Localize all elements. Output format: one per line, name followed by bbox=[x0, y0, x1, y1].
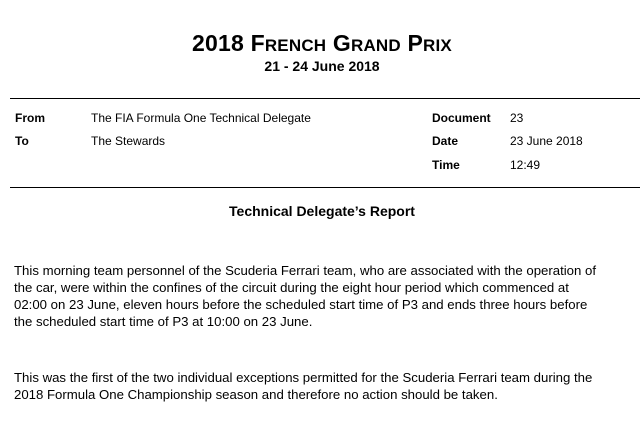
bottom-divider bbox=[10, 187, 640, 188]
paragraph-line: 2018 Formula One Championship season and therefore no action should be taken. bbox=[14, 387, 498, 402]
paragraph-line: This morning team personnel of the Scuderia Ferrari team, who are associated with the operation of bbox=[14, 263, 597, 278]
title-word-initial: G bbox=[332, 30, 351, 56]
from-value: The FIA Formula One Technical Delegate bbox=[91, 111, 311, 125]
document-label: Document bbox=[432, 111, 491, 125]
title-word-rest: RENCH bbox=[264, 36, 327, 55]
title-word-rest: RAND bbox=[350, 36, 401, 55]
paragraph-line: 02:00 on 23 June, eleven hours before the scheduled start time of P3 and ends three hours before bbox=[14, 297, 588, 312]
document-title bbox=[0, 30, 644, 57]
event-dates: 21 - 24 June 2018 bbox=[264, 58, 380, 74]
date-value: 23 June 2018 bbox=[510, 134, 583, 148]
document-number: 23 bbox=[510, 111, 524, 125]
report-title: Technical Delegate’s Report bbox=[229, 203, 415, 219]
title-word-initial: P bbox=[407, 30, 424, 56]
date-label: Date bbox=[432, 134, 459, 148]
title-word-rest: RIX bbox=[423, 36, 452, 55]
paragraph-line: the scheduled start time of P3 at 10:00 on 23 June. bbox=[14, 314, 313, 329]
report-paragraph bbox=[14, 262, 638, 330]
time-value: 12:49 bbox=[510, 158, 541, 172]
paragraph-line: the car, were within the confines of the circuit during the eight hour period which commenced at bbox=[14, 280, 569, 295]
time-label: Time bbox=[432, 158, 460, 172]
title-year: 2018 bbox=[192, 30, 251, 56]
report-paragraph bbox=[14, 369, 638, 403]
to-label: To bbox=[15, 134, 29, 148]
top-divider bbox=[10, 98, 640, 99]
paragraph-line: This was the first of the two individual exceptions permitted for the Scuderia Ferrari team during the bbox=[14, 370, 593, 385]
to-value: The Stewards bbox=[91, 134, 166, 148]
from-label: From bbox=[15, 111, 45, 125]
title-word-initial: F bbox=[250, 30, 265, 56]
